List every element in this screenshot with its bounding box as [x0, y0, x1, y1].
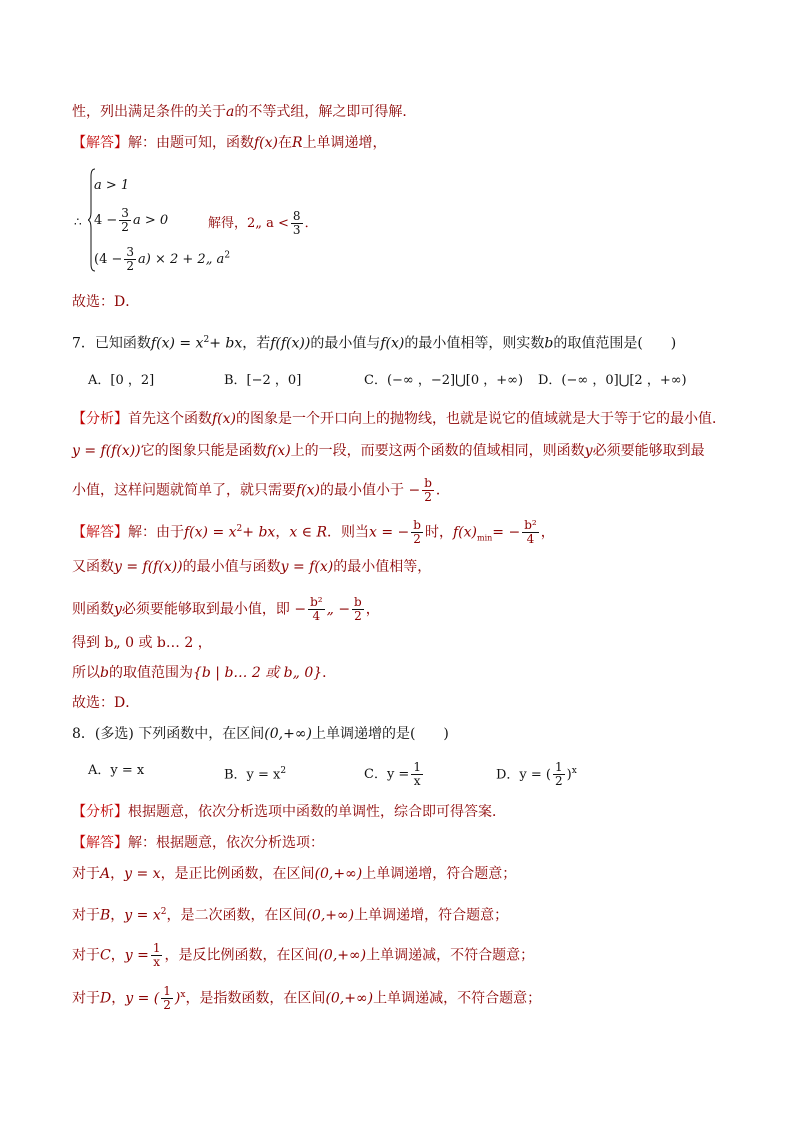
text: ) [566, 767, 572, 783]
math: f(x) [254, 135, 279, 151]
text: 解得，2„ a < [208, 216, 289, 231]
math: + bx [242, 524, 276, 541]
math: f(x) [452, 524, 477, 541]
text: 8．(多选) 下列函数中，在区间 [72, 726, 265, 742]
fraction [308, 596, 325, 623]
text: 又函数 [72, 559, 114, 575]
exponent: 2 [203, 335, 210, 345]
subscript: min [476, 533, 493, 543]
text: C．y = [364, 767, 410, 782]
text: 它的图象只能是函数 [140, 443, 267, 459]
text: ， [110, 947, 125, 964]
numerator: b [424, 476, 432, 490]
q8-option-d [496, 761, 577, 788]
text: ．则当 [327, 524, 370, 541]
text: 的最小值相等，则实数 [404, 335, 545, 352]
fraction [553, 761, 565, 788]
denominator: 4 [526, 532, 535, 547]
exponent: 2 [160, 907, 167, 917]
math: C [100, 947, 111, 964]
text: 的取值范围是( ) [553, 335, 677, 352]
text: 上单调递增，符合题意； [362, 866, 517, 882]
q7-solution-3 [72, 596, 380, 623]
q7-option-c: C．(−∞ ，−2]⋃[0 ，+∞) [364, 373, 524, 388]
q8-solution-b [72, 902, 508, 926]
math: (0,+∞) [325, 990, 374, 1007]
math: x = − [369, 524, 410, 541]
numerator: b² [524, 518, 537, 533]
text: 的图象是一个开口向上的抛物线，也就是说它的值域就是大于等于它的最小值． [236, 411, 727, 427]
text: 上单调递增的是( ) [311, 726, 449, 742]
fraction [124, 246, 136, 273]
numerator: 1 [163, 984, 171, 999]
math: b [544, 335, 554, 352]
numerator: 8 [292, 209, 301, 223]
q7-option-b: B．[−2 ，0] [224, 373, 302, 388]
math: D [100, 990, 112, 1007]
denominator: 2 [424, 490, 432, 504]
text: 解：由题可知，函数 [128, 135, 254, 151]
fraction [422, 477, 434, 504]
math: B [100, 907, 111, 924]
text: ， [275, 524, 290, 541]
solve-result [208, 210, 318, 237]
q8-option-c [364, 761, 425, 788]
analysis-tag: 【分析】 [72, 411, 128, 427]
system-line-3 [94, 246, 230, 273]
denominator: x [153, 955, 161, 969]
numerator: 3 [126, 245, 135, 259]
fraction [291, 210, 303, 237]
text: 的最小值相等， [333, 559, 432, 575]
fraction [411, 519, 423, 546]
math: y = f(f(x)) [114, 559, 183, 575]
denominator: 2 [126, 259, 135, 273]
q8-solution-a [72, 864, 516, 884]
text: ， [540, 524, 555, 541]
q6-answer-intro [72, 133, 387, 153]
text: 7．已知函数 [72, 335, 151, 352]
denominator: 2 [413, 532, 421, 547]
numerator: b² [310, 595, 323, 609]
math: = − [492, 524, 521, 541]
text: 时， [424, 524, 453, 541]
numerator: b [413, 518, 421, 533]
q7-solution-5 [72, 663, 336, 683]
text: 的取值范围为 [108, 665, 193, 681]
math: + bx [209, 335, 243, 352]
fraction [119, 207, 131, 234]
text: ，是正比例函数，在区间 [160, 866, 315, 882]
math: A [100, 866, 111, 882]
fraction [151, 942, 163, 969]
system-line-2 [94, 207, 168, 234]
denominator: 2 [354, 609, 362, 623]
numerator: 1 [413, 760, 421, 774]
math: (0,+∞) [314, 866, 363, 882]
text: ，是二次函数，在区间 [166, 907, 307, 924]
analysis-tag: 【分析】 [72, 804, 128, 820]
numerator: 1 [152, 941, 161, 955]
text: 小值，这样问题就简单了，就只需要 [72, 482, 296, 499]
fraction [352, 596, 364, 623]
denominator: 4 [312, 609, 321, 623]
math: y = f(x) [280, 559, 334, 575]
fraction [161, 985, 173, 1012]
exponent: 2 [236, 524, 243, 534]
numerator: 3 [121, 206, 129, 220]
math: y = f(f(x)) [72, 443, 141, 459]
q8-solution-0 [72, 833, 324, 853]
text: 的最小值与函数 [182, 559, 281, 575]
math: a > 0 [132, 213, 169, 228]
text: 对于 [72, 990, 100, 1007]
text: 解：根据题意，依次分析选项： [128, 835, 324, 851]
math: f(x) = x [184, 524, 237, 541]
text: 解：由于 [128, 524, 184, 541]
answer-tag: 【解答】 [72, 835, 128, 851]
text: 上单调递减，不符合题意； [373, 990, 542, 1007]
q6-analysis-tail [72, 102, 416, 122]
q7-analysis-1 [72, 409, 726, 429]
text: 必须要能够取到最 [592, 443, 705, 459]
denominator: 2 [121, 220, 129, 234]
math: y = x [124, 866, 161, 882]
q8-option-a: A．y = x [88, 763, 145, 778]
math: f(f(x)) [270, 335, 311, 352]
q7-solution-1 [72, 519, 555, 548]
math: f(x) [266, 443, 291, 459]
q7-stem [72, 330, 676, 354]
text: 首先这个函数 [128, 411, 212, 427]
q8-solution-c [72, 942, 534, 969]
math: (0,+∞) [318, 947, 367, 964]
text: 上的一段，而要这两个函数的值域相同，则函数 [290, 443, 585, 459]
text: 对于 [72, 947, 100, 964]
text: 必须要能够取到最小值，即 − [121, 601, 307, 618]
q6-choice: 故选：D． [72, 294, 140, 310]
text: ，是反比例函数，在区间 [164, 947, 319, 964]
denominator: 2 [555, 774, 563, 789]
math: f(x) [296, 482, 321, 499]
text: ， [110, 907, 125, 924]
fraction [522, 519, 539, 546]
math: y = x [124, 907, 161, 924]
math: x ∈ R [289, 524, 328, 541]
text: 在 [278, 135, 293, 151]
q8-analysis [72, 802, 506, 822]
text: ，是指数函数，在区间 [185, 990, 326, 1007]
math: y [114, 601, 122, 618]
text: ， [111, 990, 126, 1007]
math: „ − [326, 601, 351, 618]
text: 上单调递减，不符合题意； [366, 947, 535, 964]
exponent: x [571, 766, 577, 776]
fraction [411, 761, 423, 788]
exponent: 2 [280, 766, 287, 776]
q7-solution-4: 得到 b„ 0 或 b… 2 ， [72, 635, 212, 651]
math: a > 1 [94, 178, 130, 193]
numerator: 1 [555, 760, 563, 775]
math: f(x) = x [150, 335, 204, 352]
text: B．y = x [224, 767, 281, 783]
text: ，若 [242, 335, 271, 352]
text: 性，列出满足条件的关于 [72, 104, 226, 120]
text: 的最小值与 [310, 335, 381, 352]
math: {b | b… 2 或 b„ 0} [192, 665, 323, 681]
text: 则函数 [72, 601, 114, 618]
text: 根据题意，依次分析选项中函数的单调性，综合即可得答案． [128, 804, 506, 820]
q7-option-a: A．[0 ，2] [88, 373, 155, 388]
text: ． [304, 216, 318, 231]
math: (0,+∞) [306, 907, 355, 924]
math: R [292, 135, 303, 151]
math: 4 − [94, 213, 118, 228]
text: 的不等式组，解之即可得解． [234, 104, 417, 120]
q8-stem [72, 724, 449, 744]
text: 上单调递增，符合题意； [354, 907, 509, 924]
text: ， [110, 866, 125, 882]
math: y = [124, 947, 149, 964]
text: D．y = ( [496, 767, 551, 783]
q8-option-b [224, 761, 286, 785]
q8-solution-d [72, 985, 541, 1012]
text: ． [322, 665, 337, 681]
text: ． [435, 482, 450, 499]
answer-tag: 【解答】 [72, 524, 128, 541]
exponent: 2 [224, 250, 231, 261]
exponent: x [180, 990, 186, 1000]
denominator: 2 [163, 998, 171, 1013]
q7-option-d: D．(−∞ ，0]⋃[2 ，+∞) [538, 373, 687, 388]
math: f(x) [380, 335, 405, 352]
q7-solution-2 [72, 557, 431, 577]
math: (4 − [94, 252, 123, 267]
math: (0,+∞) [264, 726, 312, 742]
text: 上单调递增， [302, 135, 387, 151]
math: y [584, 443, 593, 459]
text: ， [365, 601, 380, 618]
denominator: x [413, 774, 421, 788]
var: a [226, 104, 235, 120]
numerator: b [354, 595, 362, 609]
text: 所以 [72, 665, 100, 681]
therefore-symbol: ∴ [74, 215, 82, 229]
q7-analysis-2 [72, 441, 705, 461]
math: b [100, 665, 109, 681]
text: 对于 [72, 866, 100, 882]
math: a) × 2 + 2„ a [138, 252, 225, 267]
math: f(x) [212, 411, 237, 427]
math: y = ( [125, 990, 160, 1007]
q7-choice: 故选：D． [72, 695, 140, 711]
system-line-1 [94, 178, 129, 193]
text: 对于 [72, 907, 100, 924]
answer-tag: 【解答】 [72, 135, 128, 151]
math: ) [174, 990, 181, 1007]
q7-analysis-3 [72, 477, 450, 504]
denominator: 3 [292, 223, 301, 237]
text: 的最小值小于 − [320, 482, 421, 499]
